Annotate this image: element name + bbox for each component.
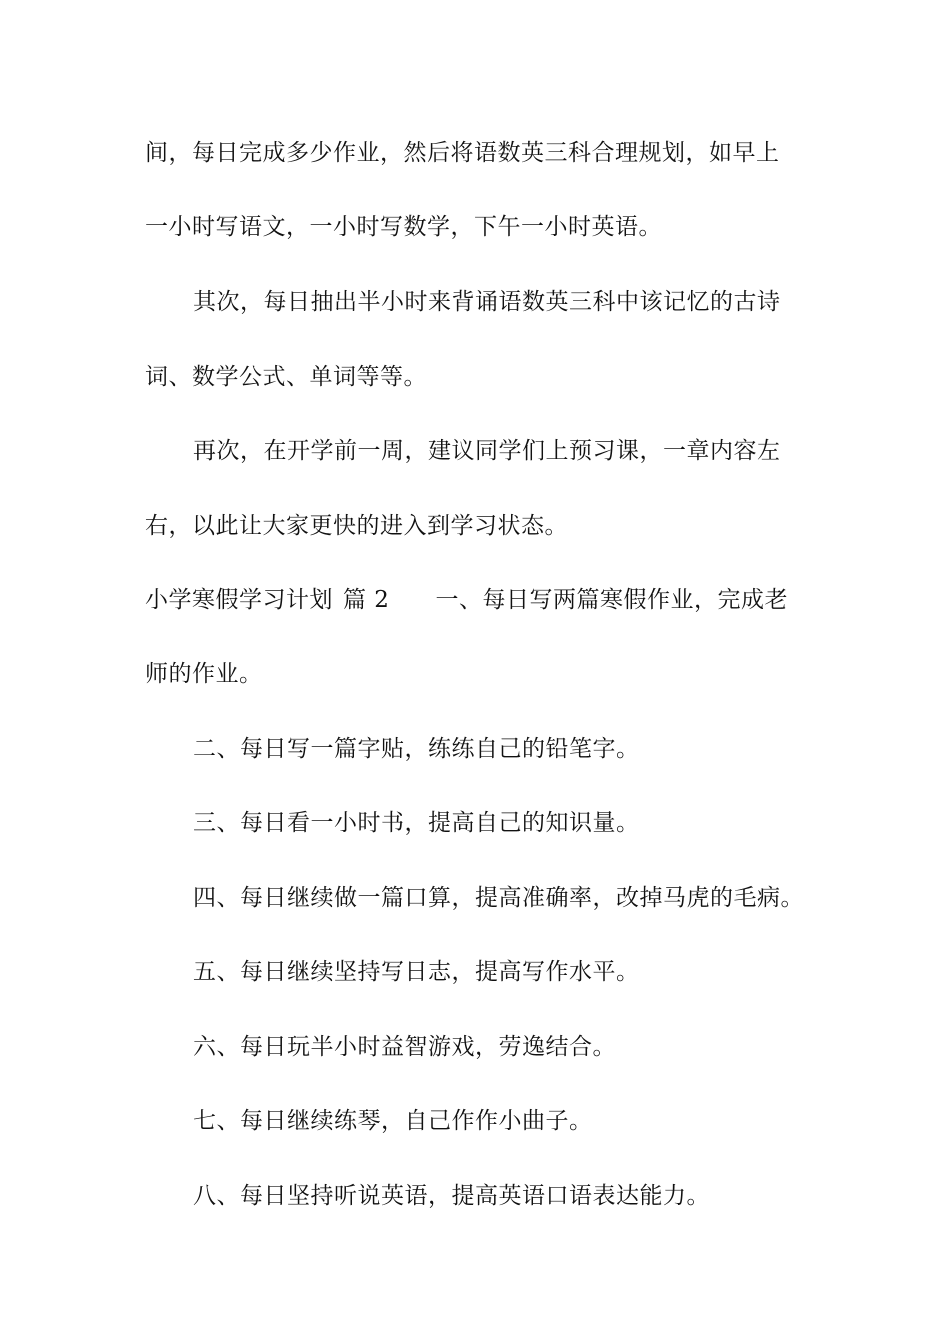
section-heading-line	[145, 585, 788, 615]
paragraph-line: 师的作业。	[145, 661, 263, 687]
list-item: 一、每日写两篇寒假作业，完成老	[435, 587, 788, 613]
list-item: 六、每日玩半小时益智游戏，劳逸结合。	[193, 1034, 616, 1060]
paragraph-line: 其次，每日抽出半小时来背诵语数英三科中该记忆的古诗	[193, 289, 781, 315]
paragraph-line: 词、数学公式、单词等等。	[145, 364, 427, 390]
paragraph-line: 间，每日完成多少作业，然后将语数英三科合理规划，如早上	[145, 140, 780, 166]
section-title: 小学寒假学习计划	[145, 587, 333, 613]
paragraph-line: 一小时写语文，一小时写数学，下午一小时英语。	[145, 214, 662, 240]
paragraph-line: 再次，在开学前一周，建议同学们上预习课，一章内容左	[193, 438, 781, 464]
list-item: 五、每日继续坚持写日志，提高写作水平。	[193, 959, 640, 985]
section-number: 篇 2	[343, 587, 390, 613]
list-item: 八、每日坚持听说英语，提高英语口语表达能力。	[193, 1183, 710, 1209]
list-item: 三、每日看一小时书，提高自己的知识量。	[193, 810, 640, 836]
list-item: 七、每日继续练琴，自己作作小曲子。	[193, 1108, 593, 1134]
list-item: 二、每日写一篇字贴，练练自己的铅笔字。	[193, 736, 640, 762]
list-item: 四、每日继续做一篇口算，提高准确率，改掉马虎的毛病。	[193, 885, 804, 911]
paragraph-line: 右，以此让大家更快的进入到学习状态。	[145, 513, 568, 539]
